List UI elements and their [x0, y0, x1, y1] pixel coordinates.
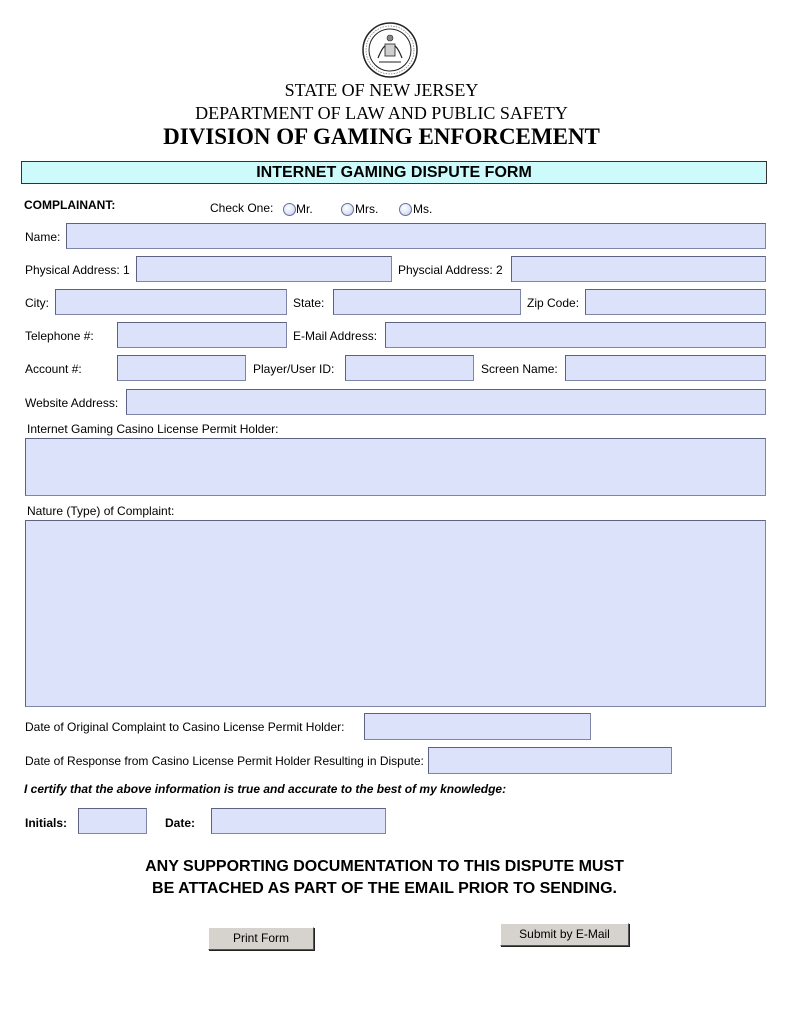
radio-ms[interactable]	[399, 203, 412, 216]
website-field[interactable]	[126, 389, 766, 415]
player-id-label: Player/User ID:	[253, 362, 335, 376]
initials-label: Initials:	[25, 816, 68, 830]
address1-field[interactable]	[136, 256, 392, 282]
radio-ms-label: Ms.	[413, 202, 433, 216]
print-form-button[interactable]: Print Form	[208, 927, 314, 950]
permit-holder-field[interactable]	[25, 438, 766, 496]
state-field[interactable]	[333, 289, 521, 315]
zip-label: Zip Code:	[527, 296, 580, 310]
date-response-label: Date of Response from Casino License Permit Holder Resulting in Dispute:	[25, 754, 424, 768]
city-field[interactable]	[55, 289, 287, 315]
email-field[interactable]	[385, 322, 766, 348]
address1-label: Physical Address: 1	[25, 263, 130, 277]
form-title: INTERNET GAMING DISPUTE FORM	[21, 161, 767, 184]
account-label: Account #:	[25, 362, 82, 376]
complainant-label: COMPLAINANT:	[24, 198, 116, 212]
name-label: Name:	[25, 230, 61, 244]
screen-name-field[interactable]	[565, 355, 766, 381]
notice-line-1: ANY SUPPORTING DOCUMENTATION TO THIS DISPUTE MUST	[145, 858, 624, 875]
state-label: State:	[293, 296, 325, 310]
permit-holder-label: Internet Gaming Casino License Permit Holder:	[27, 422, 279, 436]
city-label: City:	[25, 296, 49, 310]
address2-label: Physcial Address: 2	[398, 263, 503, 277]
website-label: Website Address:	[25, 396, 119, 410]
date-field[interactable]	[211, 808, 386, 834]
zip-field[interactable]	[585, 289, 766, 315]
date-response-field[interactable]	[428, 747, 672, 774]
check-one-label: Check One:	[210, 201, 274, 215]
notice-line-2: BE ATTACHED AS PART OF THE EMAIL PRIOR TO SENDING.	[152, 880, 617, 897]
date-label: Date:	[165, 816, 196, 830]
account-field[interactable]	[117, 355, 246, 381]
player-id-field[interactable]	[345, 355, 474, 381]
radio-mrs-label: Mrs.	[355, 202, 379, 216]
header-state: STATE OF NEW JERSEY	[284, 80, 479, 100]
initials-field[interactable]	[78, 808, 147, 834]
state-seal-icon	[362, 22, 418, 78]
complaint-field[interactable]	[25, 520, 766, 707]
date-original-field[interactable]	[364, 713, 591, 740]
header-department: DEPARTMENT OF LAW AND PUBLIC SAFETY	[195, 103, 568, 123]
header-division: DIVISION OF GAMING ENFORCEMENT	[163, 124, 600, 149]
date-original-label: Date of Original Complaint to Casino License Permit Holder:	[25, 720, 345, 734]
name-field[interactable]	[66, 223, 766, 249]
email-label: E-Mail Address:	[293, 329, 378, 343]
address2-field[interactable]	[511, 256, 766, 282]
radio-mr[interactable]	[283, 203, 296, 216]
radio-mrs[interactable]	[341, 203, 354, 216]
complaint-label: Nature (Type) of Complaint:	[27, 504, 175, 518]
submit-email-button[interactable]: Submit by E-Mail	[500, 923, 629, 946]
radio-mr-label: Mr.	[296, 202, 313, 216]
telephone-label: Telephone #:	[25, 329, 94, 343]
screen-name-label: Screen Name:	[481, 362, 558, 376]
telephone-field[interactable]	[117, 322, 287, 348]
certify-statement: I certify that the above information is true and accurate to the best of my knowledge:	[24, 782, 507, 796]
